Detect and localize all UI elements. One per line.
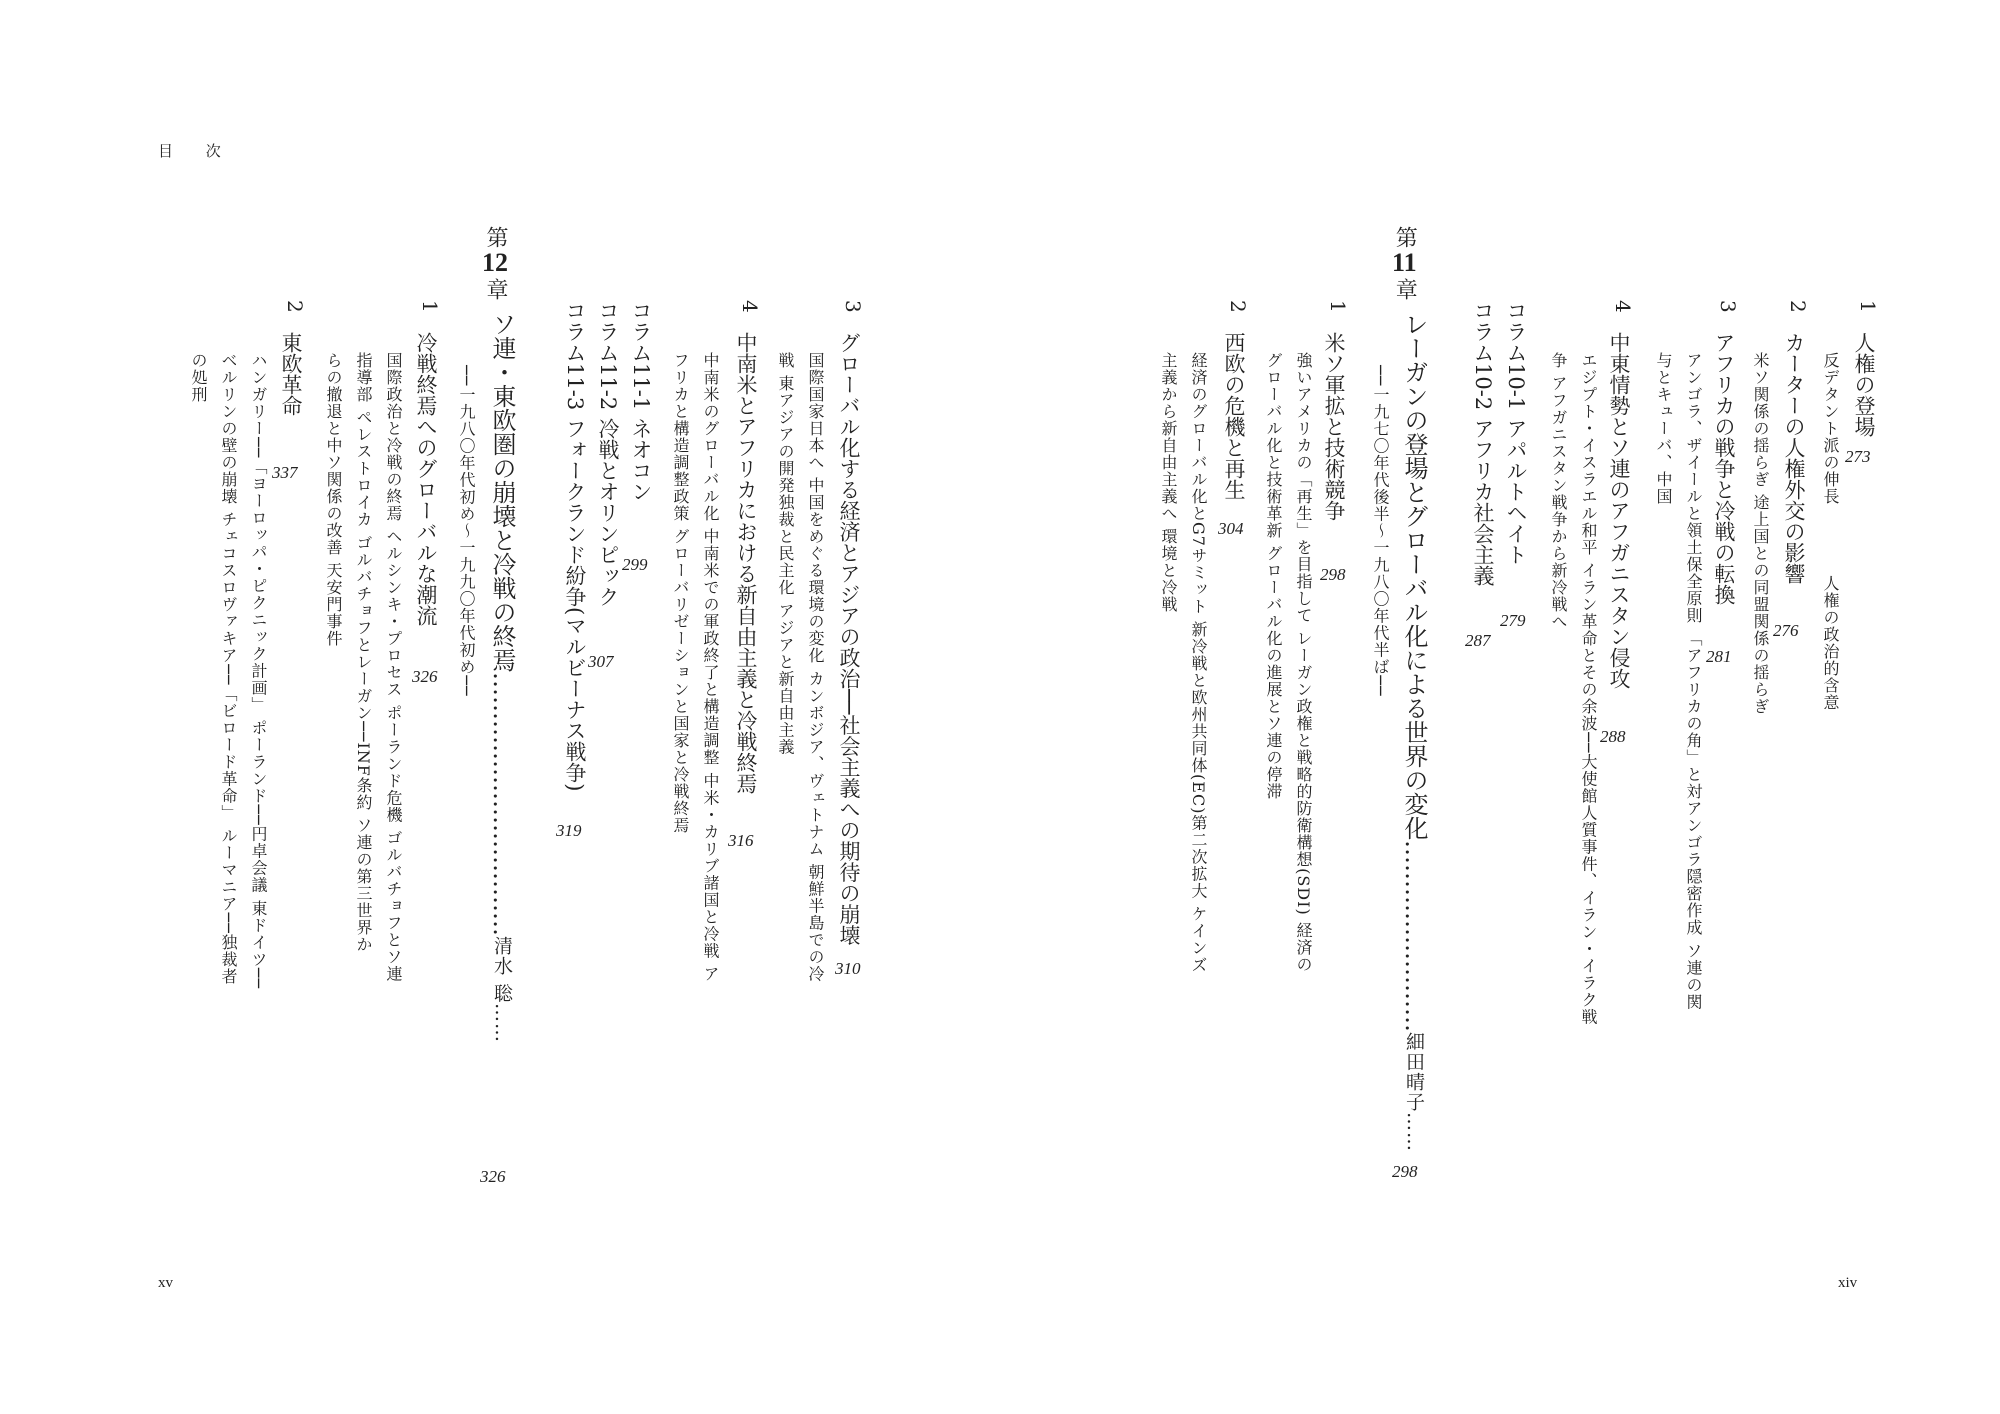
- column-title: ネオコン: [629, 418, 653, 502]
- chapter-title: [1402, 312, 1426, 1152]
- chapter-kanji: 章: [1392, 278, 1418, 300]
- column-title: フォークランド紛争(マルビーナス戦争): [563, 418, 587, 792]
- section-subtopics: エジプト・イスラエル和平 イラン革命とその余波──大使館人質事件、イラン・イラク戦: [1579, 352, 1598, 1026]
- leader-dots: ……………………………: [488, 672, 516, 936]
- page-ref: 273: [1845, 447, 1871, 466]
- section-number: 2: [1226, 300, 1250, 313]
- chapter-subtitle: ──一九七〇年代後半〜一九八〇年代半ば──: [1371, 365, 1390, 697]
- section-number: 4: [738, 300, 762, 313]
- column-label: コラム11-1: [629, 300, 653, 411]
- chapter-subtitle: ──一九八〇年代初め〜一九九〇年代初め──: [457, 365, 476, 697]
- page-ref: 326: [412, 667, 438, 686]
- column-label: コラム11-3: [563, 300, 587, 411]
- section-subtopics: 反デタント派の伸長: [1821, 352, 1840, 505]
- section-title: アフリカの戦争と冷戦の転換: [1712, 332, 1736, 605]
- section-subtopics: フリカと構造調整政策 グローバリゼーションと国家と冷戦終焉: [671, 352, 690, 835]
- section-subtopics: ハンガリー──「ヨーロッパ・ピクニック計画」 ポーランド──円卓会議 東ドイツ──: [249, 352, 268, 989]
- leader-dots: ……: [491, 1003, 513, 1044]
- section-subtopics: グローバル化と技術革新 グローバル化の進展とソ連の停滞: [1264, 352, 1283, 801]
- section-number: 3: [1716, 300, 1740, 313]
- page-ref: 279: [1500, 611, 1526, 630]
- chapter-marker: [482, 226, 508, 300]
- section-subtopics: 国際政治と冷戦の終焉 ヘルシンキ・プロセス ポーランド危機 ゴルバチョフとソ連: [384, 352, 403, 983]
- section-number: 2: [283, 300, 307, 313]
- page-ref: 298: [1320, 565, 1346, 584]
- chapter-author: 清水 聡: [491, 936, 513, 1004]
- chapter-page: 298: [1392, 1162, 1418, 1181]
- chapter-number: 12: [482, 248, 508, 277]
- section-title: 冷戦終焉へのグローバルな潮流: [414, 332, 438, 626]
- page-ref: 281: [1706, 647, 1732, 666]
- section-number: 1: [418, 300, 442, 313]
- page-ref: 316: [728, 831, 754, 850]
- section-subtopics: 主義から新自由主義へ 環境と冷戦: [1159, 352, 1178, 614]
- column-label: コラム11-2: [596, 300, 620, 411]
- page-ref: 287: [1465, 631, 1491, 650]
- column-title: アパルトヘイト: [1504, 418, 1528, 565]
- chapter-number: 11: [1392, 248, 1417, 277]
- page-number-right: xiv: [1838, 1275, 1858, 1291]
- page-ref: 288: [1600, 727, 1626, 746]
- page-ref: 304: [1218, 519, 1244, 538]
- section-subtopics: 国際国家日本へ 中国をめぐる環境の変化 カンボジア、ヴェトナム 朝鮮半島での冷: [806, 352, 825, 983]
- section-subtopics: 中南米のグローバル化 中南米での軍政終了と構造調整 中米・カリブ諸国と冷戦 ア: [701, 352, 720, 983]
- page-ref: 319: [556, 821, 582, 840]
- chapter-marker: [1392, 226, 1417, 300]
- section-subtopics: 経済のグローバル化とG7サミット 新冷戦と欧州共同体(EC)第二次拡大 ケインズ: [1189, 352, 1208, 974]
- page-number-left: xv: [158, 1275, 173, 1291]
- chapter-mark-char: 第: [1392, 226, 1418, 248]
- section-subtopics: アンゴラ、ザイールと領土保全原則 「アフリカの角」と対アンゴラ隠密作成 ソ連の関: [1684, 352, 1703, 1011]
- section-title: 人権の登場: [1852, 332, 1876, 437]
- section-subtopics: ベルリンの壁の崩壊 チェコスロヴァキア──「ビロード革命」 ルーマニア──独裁者: [219, 352, 238, 985]
- chapter-title-text: レーガンの登場とグローバル化による世界の変化: [1400, 312, 1428, 840]
- section-title: 西欧の危機と再生: [1222, 332, 1246, 500]
- section-number: 1: [1326, 300, 1350, 313]
- page-ref: 299: [622, 555, 648, 574]
- section-number: 2: [1786, 300, 1810, 313]
- column-title: 冷戦とオリンピック: [596, 418, 620, 607]
- section-subtopics: 指導部 ペレストロイカ ゴルバチョフとレーガン──INF条約 ソ連の第三世界か: [354, 352, 373, 953]
- section-number: 1: [1856, 300, 1880, 313]
- section-title: 東欧革命: [279, 332, 303, 416]
- running-header: 目 次: [158, 142, 235, 160]
- section-title: 米ソ軍拡と技術競争: [1322, 332, 1346, 521]
- section-number: 4: [1611, 300, 1635, 313]
- page-ref: 337: [272, 463, 298, 482]
- chapter-title: [490, 312, 514, 1043]
- section-title: カーターの人権外交の影響: [1782, 332, 1806, 584]
- section-subtopics: 人権の政治的含意: [1821, 575, 1840, 711]
- section-subtopics: 与とキューバ、中国: [1654, 352, 1673, 505]
- chapter-kanji: 章: [483, 278, 508, 300]
- chapter-author: 細田晴子: [1403, 1032, 1425, 1112]
- section-subtopics: らの撤退と中ソ関係の改善 天安門事件: [324, 352, 343, 648]
- leader-dots: ……………………: [1400, 840, 1428, 1032]
- section-title: 中東情勢とソ連のアフガニスタン侵攻: [1607, 332, 1631, 689]
- chapter-title-text: ソ連・東欧圏の崩壊と冷戦の終焉: [488, 312, 516, 672]
- leader-dots: ……: [1403, 1112, 1425, 1152]
- section-title: グローバル化する経済とアジアの政治──社会主義への期待の崩壊: [837, 332, 861, 946]
- page-ref: 307: [588, 652, 614, 671]
- chapter-page: 326: [480, 1167, 506, 1186]
- section-subtopics: 争 アフガニスタン戦争から新冷戦へ: [1549, 352, 1568, 631]
- chapter-mark-char: 第: [483, 226, 508, 248]
- column-title: アフリカ社会主義: [1471, 418, 1495, 586]
- section-subtopics: 米ソ関係の揺らぎ 途上国との同盟関係の揺らぎ: [1751, 352, 1770, 716]
- section-subtopics: の処刑: [189, 352, 208, 403]
- section-title: 中南米とアフリカにおける新自由主義と冷戦終焉: [734, 332, 758, 794]
- column-label: コラム10-2: [1471, 300, 1495, 411]
- column-label: コラム10-1: [1504, 300, 1528, 411]
- section-number: 3: [841, 300, 865, 313]
- section-subtopics: 強いアメリカの「再生」を目指して レーガン政権と戦略的防衛構想(SDI) 経済の: [1294, 352, 1313, 973]
- page-ref: 276: [1773, 621, 1799, 640]
- section-subtopics: 戦 東アジアの開発独裁と民主化 アジアと新自由主義: [776, 352, 795, 756]
- page-ref: 310: [835, 959, 861, 978]
